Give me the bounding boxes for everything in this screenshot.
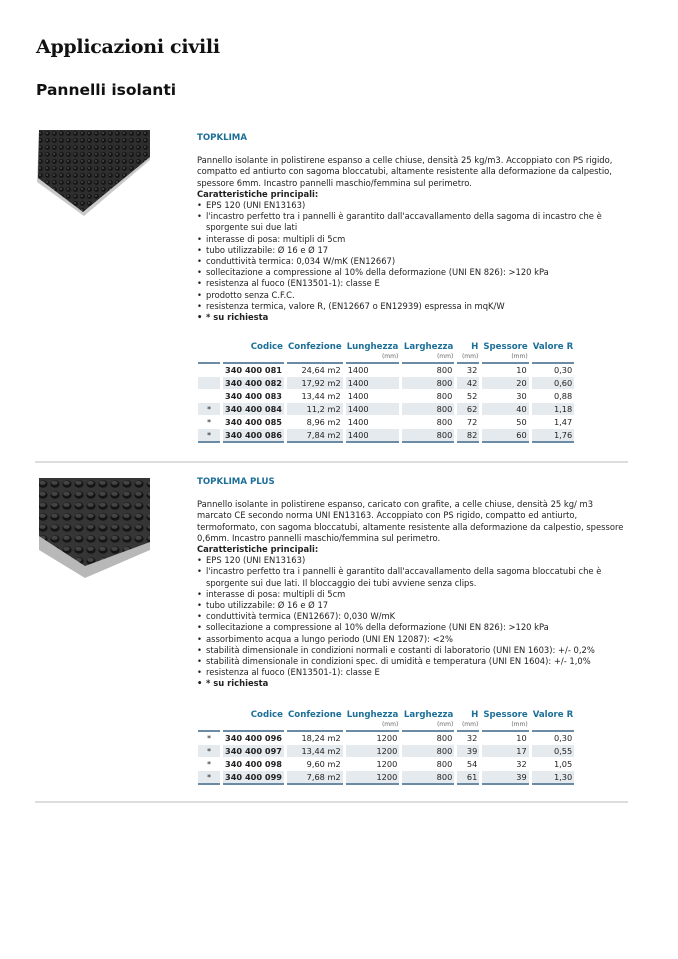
feature-item: • tubo utilizzabile: Ø 16 e Ø 17 [197,600,627,611]
column-unit: (mm) [381,721,399,728]
feature-item: • conduttività termica (EN12667): 0,030 W/mK [197,611,627,622]
feature-item: • prodotto senza C.F.C. [197,290,627,301]
product-text [197,133,627,323]
feature-item: • stabilità dimensionale in condizioni normali e costanti di laboratorio (UNI EN 1603): +/- 0,2% [197,645,627,656]
column-header [457,710,479,729]
product-image-topklima [37,130,152,218]
on-request-mark [198,377,220,389]
note-on-request: • * su richiesta [197,312,627,323]
thickness-cell: 60 [482,429,528,443]
width-cell: 800 [436,759,453,769]
table-row [198,730,574,744]
table-row [198,758,574,770]
column-header [402,710,454,729]
on-request-mark [198,362,220,376]
column-header [482,342,528,361]
thickness-cell: 10 [482,362,528,376]
column-label: Lunghezza [346,342,399,352]
on-request-mark: * [198,730,220,744]
thickness-cell: 30 [516,391,527,401]
column-label: Confezione [287,710,342,720]
thickness-cell: 10 [482,730,528,744]
height-cell: 39 [457,745,479,757]
column-unit [533,721,574,729]
code-cell: 340 400 085 [225,417,282,427]
header-blank [198,710,220,729]
product-description: Pannello isolante in polistirene espanso, caricato con grafite, a celle chiuse, densità 25 kg/ m3 marcato CE secondo norma UNI EN13163. Accoppiato con PS rigido, compatto ed antiurto, termoformato, con sagoma bloccatubi, altamente resistente alla deformazione da calpestio, spessore 0,6mm. Incastro pannelli maschio/femmina sul perimetro. [197,499,624,543]
header-blank [198,342,220,361]
feature-item: • resistenza al fuoco (EN13501-1): classe E [197,667,627,678]
table-row [198,416,574,428]
width-cell: 800 [402,429,454,443]
r-value-cell: 0,55 [532,745,575,757]
package-cell: 7,84 m2 [287,429,343,443]
section-title: Pannelli isolanti [36,81,177,99]
feature-item: • interasse di posa: multipli di 5cm [197,234,627,245]
column-label: Spessore [483,710,528,720]
r-value-cell: 1,05 [553,759,573,769]
height-cell: 32 [457,362,479,376]
column-label: Spessore [483,342,528,352]
column-label: Valore R [532,710,574,720]
product-name: TOPKLIMA [197,133,248,143]
r-value-cell: 1,76 [532,429,575,443]
column-unit: (mm) [436,353,454,360]
table-header-row [198,342,574,361]
product-description: Pannello isolante in polistirene espanso a celle chiuse, densità 25 kg/m3. Accoppiato con PS rigido, compatto ed antiurto con sagoma bloccatubi, altamente resistente alla deformazione da calpestio, spessore 6mm. Incastro pannelli maschio/femmina sul perimetro. [197,155,613,188]
height-cell: 32 [457,730,479,744]
package-cell: 17,92 m2 [287,377,343,389]
column-label: Larghezza [403,342,454,352]
width-cell: 800 [402,771,454,785]
page-title: Applicazioni civili [36,36,220,58]
feature-item: • conduttività termica: 0,034 W/mK (EN12667) [197,256,627,267]
table-header-row [198,710,574,729]
column-unit [533,353,574,361]
feature-item: • EPS 120 (UNI EN13163) [197,555,627,566]
on-request-mark: * [198,771,220,785]
column-unit: (mm) [461,721,479,728]
package-cell: 11,2 m2 [287,403,343,415]
column-header [457,342,479,361]
column-header [346,710,400,729]
width-cell: 800 [402,730,454,744]
r-value-cell: 0,30 [532,730,575,744]
on-request-mark: * [198,745,220,757]
feature-item: • EPS 120 (UNI EN13163) [197,200,627,211]
r-value-cell: 0,88 [553,391,573,401]
table-row [198,429,574,443]
column-label: Codice [250,710,283,720]
product-text [197,477,627,690]
code-cell: 340 400 081 [223,362,284,376]
length-cell: 1400 [346,403,400,415]
features-title: Caratteristiche principali: [197,544,319,555]
thickness-cell: 17 [482,745,528,757]
height-cell: 72 [466,417,478,427]
table-row [198,377,574,389]
r-value-cell: 0,60 [532,377,575,389]
package-cell: 18,24 m2 [287,730,343,744]
on-request-mark: * [206,417,212,427]
code-cell: 340 400 086 [223,429,284,443]
column-header [402,342,454,361]
column-label: H [471,342,479,352]
length-cell: 1200 [346,771,400,785]
on-request-mark: * [206,759,212,769]
table-row [198,745,574,757]
column-label: Larghezza [403,710,454,720]
on-request-mark [198,390,220,402]
features-list [197,200,627,323]
column-header [223,710,284,729]
feature-item: • assorbimento acqua a lungo periodo (UNI EN 12087): <2% [197,634,627,645]
height-cell: 82 [457,429,479,443]
features-list [197,555,627,689]
length-cell: 1200 [346,745,400,757]
thickness-cell: 50 [516,417,527,427]
code-cell: 340 400 096 [223,730,284,744]
r-value-cell: 1,47 [553,417,573,427]
divider [35,461,628,463]
column-label: Lunghezza [346,710,399,720]
thickness-cell: 40 [482,403,528,415]
column-header [223,342,284,361]
r-value-cell: 1,30 [532,771,575,785]
package-cell: 13,44 m2 [301,391,341,401]
package-cell: 9,60 m2 [306,759,341,769]
feature-item: • resistenza termica, valore R, (EN12667 o EN12939) espressa in mqK/W [197,301,627,312]
code-cell: 340 400 084 [225,404,282,414]
feature-item: • l'incastro perfetto tra i pannelli è garantito dall'accavallamento della sagoma di incastro che è sporgente sui due lati [197,211,627,233]
r-value-cell: 0,30 [532,362,575,376]
feature-item: • l'incastro perfetto tra i pannelli è garantito dall'accavallamento della sagoma bloccatubi che è sporgente sui due lati. Il bloccaggio dei tubi avviene senza clips. [197,566,627,588]
height-cell: 54 [466,759,478,769]
column-header [532,342,575,361]
feature-item: • sollecitazione a compressione al 10% della deformazione (UNI EN 826): >120 kPa [197,267,627,278]
height-cell: 52 [466,391,478,401]
on-request-mark: * [198,403,220,415]
product-image-topklima-plus [37,478,152,582]
width-cell: 800 [436,417,453,427]
width-cell: 800 [436,391,453,401]
code-cell: 340 400 099 [223,771,284,785]
code-cell: 340 400 083 [225,391,282,401]
table-row [198,771,574,785]
column-unit [288,353,342,361]
width-cell: 800 [402,745,454,757]
package-cell: 7,68 m2 [287,771,343,785]
column-label: H [471,710,479,720]
package-cell: 8,96 m2 [306,417,341,427]
length-cell: 1400 [346,429,400,443]
column-unit [288,721,342,729]
column-unit: (mm) [381,353,399,360]
column-header [532,710,575,729]
length-cell: 1200 [376,759,398,769]
package-cell: 13,44 m2 [287,745,343,757]
column-header [287,342,343,361]
width-cell: 800 [402,377,454,389]
length-cell: 1400 [347,417,369,427]
feature-item: • interasse di posa: multipli di 5cm [197,589,627,600]
length-cell: 1400 [346,377,400,389]
package-cell: 24,64 m2 [287,362,343,376]
length-cell: 1200 [346,730,400,744]
width-cell: 800 [402,362,454,376]
thickness-cell: 32 [516,759,527,769]
table-row [198,403,574,415]
column-unit: (mm) [511,353,528,360]
feature-item: • sollecitazione a compressione al 10% della deformazione (UNI EN 826): >120 kPa [197,622,627,633]
height-cell: 61 [457,771,479,785]
features-title: Caratteristiche principali: [197,188,319,199]
thickness-cell: 39 [482,771,528,785]
column-unit: (mm) [511,721,528,728]
column-label: Valore R [532,342,574,352]
code-cell: 340 400 082 [225,378,282,388]
column-unit [224,721,283,729]
table-row [198,362,574,376]
column-unit [224,353,283,361]
code-cell: 340 400 098 [225,759,282,769]
column-header [287,710,343,729]
note-on-request: • * su richiesta [197,678,627,689]
product-table [195,341,577,444]
length-cell: 1400 [346,362,400,376]
column-header [482,710,528,729]
column-label: Confezione [287,342,342,352]
column-header [346,342,400,361]
height-cell: 62 [457,403,479,415]
divider [35,801,628,803]
thickness-cell: 20 [482,377,528,389]
product-name: TOPKLIMA PLUS [197,477,275,487]
product-table [195,709,577,786]
length-cell: 1400 [347,391,369,401]
height-cell: 42 [457,377,479,389]
table-row [198,390,574,402]
column-unit: (mm) [436,721,454,728]
column-label: Codice [250,342,283,352]
feature-item: • stabilità dimensionale in condizioni spec. di umidità e temperatura (UNI EN 1604): +/- 1,0% [197,656,627,667]
on-request-mark: * [198,429,220,443]
width-cell: 800 [402,403,454,415]
feature-item: • tubo utilizzabile: Ø 16 e Ø 17 [197,245,627,256]
code-cell: 340 400 097 [225,746,282,756]
feature-item: • resistenza al fuoco (EN13501-1): classe E [197,278,627,289]
column-unit: (mm) [461,353,479,360]
r-value-cell: 1,18 [532,403,575,415]
